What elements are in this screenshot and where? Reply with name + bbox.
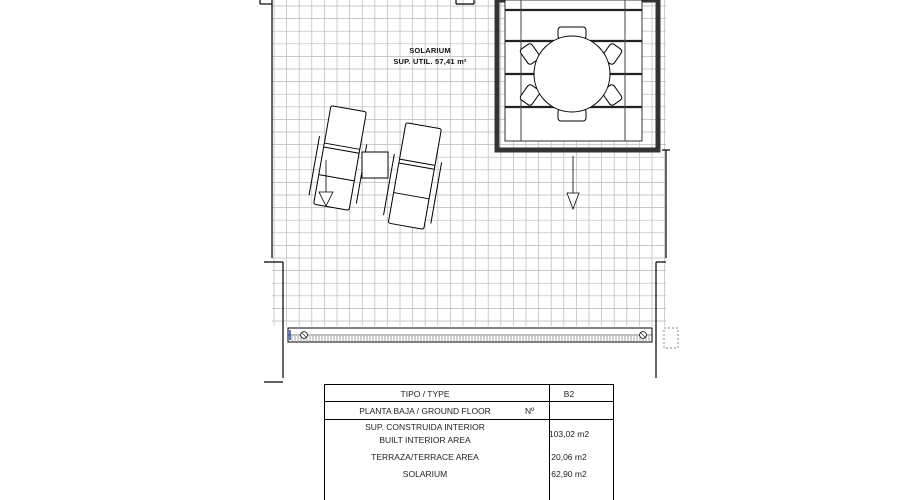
legend-row-solarium [325, 469, 613, 479]
legend-terrace-value: 20,06 m2 [551, 452, 587, 462]
side-table [362, 152, 388, 178]
room-name-label: SOLARIUM [409, 46, 451, 55]
legend-type-label: TIPO / TYPE [400, 389, 450, 399]
legend-built-area-value: 103,02 m2 [548, 429, 590, 439]
legend-floor-label: PLANTA BAJA / GROUND FLOOR [359, 406, 491, 416]
legend-solarium-value: 62,90 m2 [551, 469, 587, 479]
legend-built-area-label-2: BUILT INTERIOR AREA [379, 435, 471, 445]
legend-row-floor [325, 406, 613, 416]
legend-row-type [325, 389, 613, 399]
legend-terrace-label: TERRAZA/TERRACE AREA [371, 452, 479, 462]
legend-row-terrace [325, 452, 613, 462]
area-legend-table [324, 384, 614, 500]
railing [288, 328, 678, 348]
room-area-label: SUP. UTIL. 57,41 m² [393, 57, 467, 66]
column-outline [664, 328, 678, 348]
legend-floor-value: Nº [525, 406, 535, 416]
legend-solarium-label: SOLARIUM [402, 469, 448, 479]
legend-row-built-area-2 [325, 435, 613, 445]
legend-type-value: B2 [563, 389, 575, 399]
legend-built-area-label-1: SUP. CONSTRUIDA INTERIOR [365, 422, 485, 432]
